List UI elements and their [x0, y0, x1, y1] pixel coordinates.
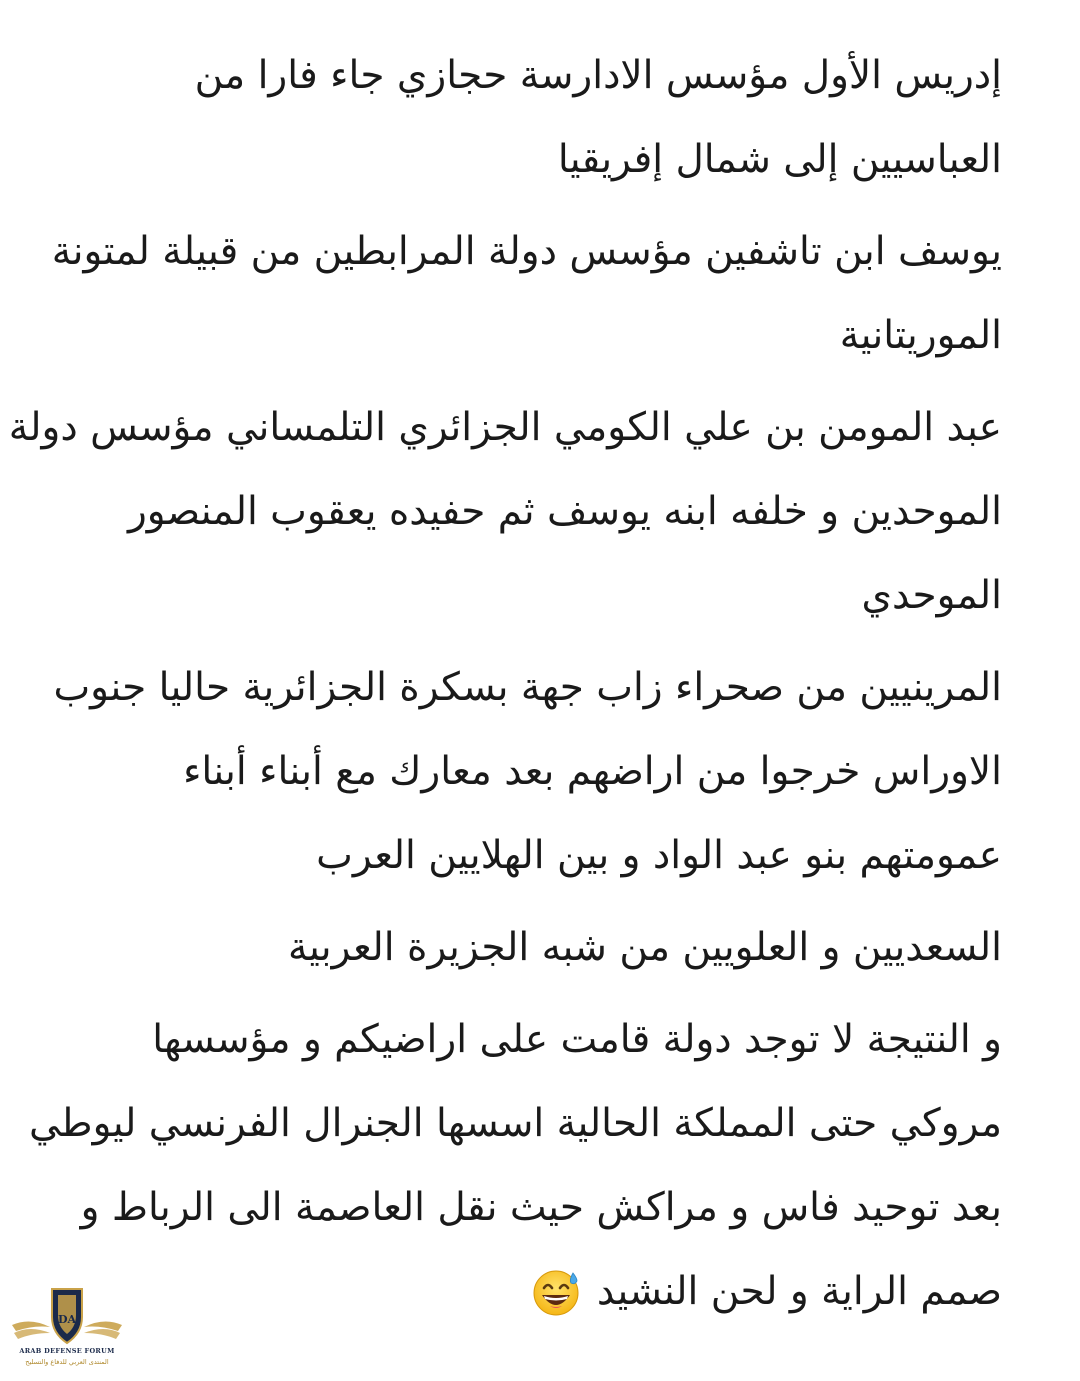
logo-letters: DA [57, 1313, 77, 1326]
watermark-arabic-text: المنتدى العربي للدفاع والتسليح [25, 1358, 109, 1366]
text-line: بعد توحيد فاس و مراكش حيث نقل العاصمة الى الرباط و [80, 1185, 1002, 1230]
text-line: الموريتانية [839, 313, 1002, 358]
text-line: مروكي حتى المملكة الحالية اسسها الجنرال الفرنسي ليوطي [29, 1101, 1002, 1146]
paragraph-idris [72, 34, 1002, 202]
text-line: و النتيجة لا توجد دولة قامت على اراضيكم و مؤسسها [152, 1017, 1002, 1062]
text-line: الموحدين و خلفه ابنه يوسف ثم حفيده يعقوب المنصور [127, 489, 1002, 534]
arab-defense-forum-watermark [8, 1281, 126, 1377]
text-line: المرينيين من صحراء زاب جهة بسكرة الجزائرية حاليا جنوب [53, 665, 1002, 710]
paragraph-saadians [72, 906, 1002, 990]
text-line: الموحدي [861, 573, 1002, 618]
text-line: العباسيين إلى شمال إفريقيا [557, 137, 1002, 182]
paragraph-abd-al-mumin [8, 386, 1002, 638]
paragraph-yusuf [51, 210, 1002, 378]
paragraph-marinids [53, 646, 1002, 898]
text-line: يوسف ابن تاشفين مؤسس دولة المرابطين من قبيلة لمتونة [51, 229, 1002, 274]
text-line-with-emoji [72, 1250, 1002, 1334]
text-line: السعديين و العلويين من شبه الجزيرة العربية [288, 925, 1002, 970]
text-line: صمم الراية و لحن النشيد [596, 1269, 1002, 1314]
grinning-face-with-sweat-emoji-icon [531, 1263, 581, 1313]
text-line: الاوراس خرجوا من اراضهم بعد معارك مع أبناء أبناء [183, 749, 1002, 794]
text-line: عمومتهم بنو عبد الواد و بين الهلايين العرب [316, 833, 1002, 878]
text-line: إدريس الأول مؤسس الادارسة حجازي جاء فارا من [194, 53, 1002, 98]
text-line: عبد المومن بن علي الكومي الجزائري التلمساني مؤسس دولة [8, 405, 1002, 450]
forum-shield-logo-icon [8, 1281, 126, 1351]
watermark-english-text: ARAB DEFENSE FORUM [19, 1347, 115, 1355]
